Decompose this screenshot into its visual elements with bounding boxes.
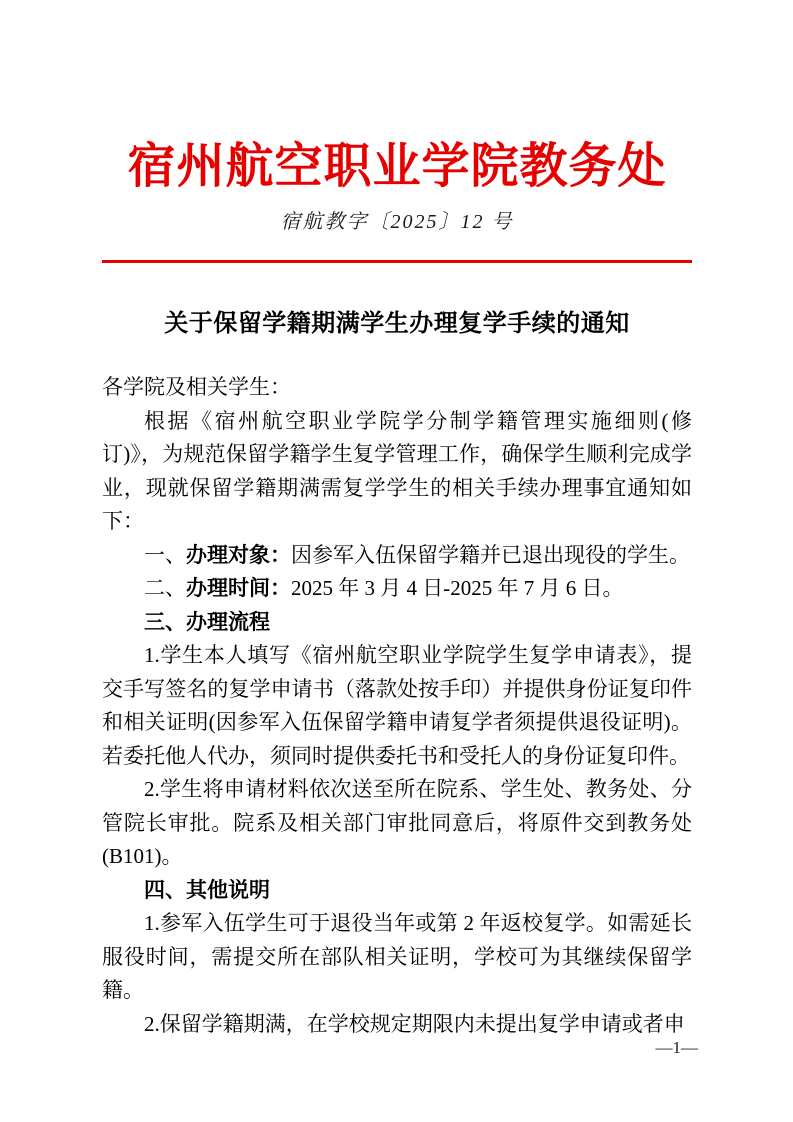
section-heading-process: 三、办理流程 xyxy=(144,610,270,634)
red-letterhead xyxy=(102,0,692,263)
item-number: 一、 xyxy=(144,542,186,567)
salutation: 各学院及相关学生： xyxy=(102,375,291,399)
document-title: 关于保留学籍期满学生办理复学手续的通知 xyxy=(164,311,630,337)
document-body xyxy=(102,371,692,1041)
red-separator-line xyxy=(102,260,692,263)
item-handling-time xyxy=(102,572,692,606)
section-heading-other: 四、其他说明 xyxy=(144,878,270,902)
item-label: 办理时间： xyxy=(186,577,291,600)
item-number: 二、 xyxy=(144,576,186,600)
item-text: 因参军入伍保留学籍并已退出现役的学生。 xyxy=(291,542,690,567)
org-title: 宿州航空职业学院教务处 xyxy=(127,140,667,193)
doc-number: 宿航教字〔2025〕12 号 xyxy=(280,211,514,233)
page-number: —1— xyxy=(655,1038,698,1057)
other-note-1: 1.参军入伍学生可于退役当年或第 2 年返校复学。如需延长服役时间，需提交所在部队相关证明，学校可为其继续保留学籍。 xyxy=(102,911,692,1002)
process-step-2: 2.学生将申请材料依次送至所在院系、学生处、教务处、分管院长审批。院系及相关部门审批同意后，将原件交到教务处(B101)。 xyxy=(102,777,692,868)
item-text: 2025 年 3 月 4 日-2025 年 7 月 6 日。 xyxy=(291,576,624,600)
item-label: 办理对象： xyxy=(186,543,291,567)
process-step-1: 1.学生本人填写《宿州航空职业学院学生复学申请表》，提交手写签名的复学申请书（落款处按手印）并提供身份证复印件和相关证明(因参军入伍保留学籍申请复学者须提供退役证明)。若委托他人代办，须同时提供委托书和受托人的身份证复印件。 xyxy=(102,643,692,768)
item-handling-target xyxy=(102,539,692,573)
intro-paragraph: 根据《宿州航空职业学院学分制学籍管理实施细则(修订)》，为规范保留学籍学生复学管理工作，确保学生顺利完成学业，现就保留学籍期满需复学学生的相关手续办理事宜通知如下： xyxy=(102,408,692,533)
other-note-2: 2.保留学籍期满，在学校规定期限内未提出复学申请或者申 xyxy=(144,1011,685,1036)
